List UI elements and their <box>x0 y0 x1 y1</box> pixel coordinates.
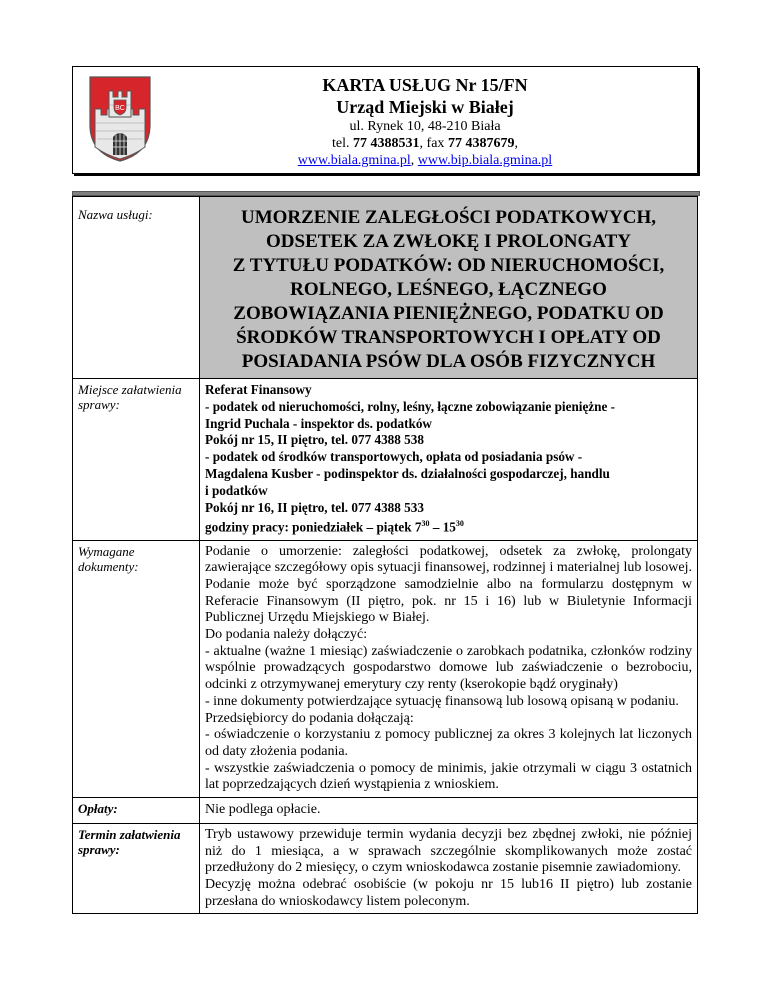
card-title: KARTA USŁUG Nr 15/FN <box>322 75 528 95</box>
svg-text:BC: BC <box>115 105 125 112</box>
header-box <box>72 66 698 174</box>
office-name: Urząd Miejski w Białej <box>336 97 514 117</box>
label-service-name: Nazwa usługi: <box>73 197 200 379</box>
website-link[interactable]: www.biala.gmina.pl <box>297 153 411 168</box>
label-documents: Wymagane dokumenty: <box>73 540 200 798</box>
service-table <box>72 196 698 914</box>
phone-number: 77 4388531 <box>353 136 420 151</box>
row-documents <box>73 540 698 798</box>
service-card <box>72 191 700 914</box>
office-contact: tel. 77 4388531, fax 77 4387679, <box>332 136 518 151</box>
row-place <box>73 379 698 541</box>
label-place: Miejsce załatwienia sprawy: <box>73 379 200 541</box>
place-details: Referat Finansowy - podatek od nieruchomości, rolny, leśny, łączne zobowiązanie pieniężne - Ingrid Puchala - inspektor ds. podatków Pokój nr 15, II piętro, tel. 077 4388 538 - podatek od środków transportowych, opłata od posiadania psów - Magdalena Kusber - podinspektor ds. działalności gospodarczej, handlu i podatków Pokój nr 16, II piętro, tel. 077 4388 533 godziny pracy: poniedziałek – piątek $7^{30} - 15^{30}$ <box>200 379 698 541</box>
label-fees: Opłaty: <box>73 798 200 824</box>
bip-link[interactable]: www.bip.biala.gmina.pl <box>417 153 553 168</box>
service-name: UMORZENIE ZALEGŁOŚCI PODATKOWYCH, ODSETEK ZA ZWŁOKĘ I PROLONGATY Z TYTUŁU PODATKÓW: OD NIERUCHOMOŚCI, ROLNEGO, LEŚNEGO, ŁĄCZNEGO ZOBOWIĄZANIA PIENIĘŻNEGO, PODATKU OD ŚRODKÓW TRANSPORTOWYCH I OPŁATY OD POSIADANIA PSÓW DLA OSÓB FIZYCZNYCH <box>200 197 698 379</box>
office-address: ul. Rynek 10, 48-210 Biała <box>349 119 501 134</box>
row-service-name <box>73 197 698 379</box>
row-deadline <box>73 823 698 914</box>
label-deadline: Termin załatwienia sprawy: <box>73 823 200 914</box>
deadline-details: Tryb ustawowy przewiduje termin wydania decyzji bez zbędnej zwłoki, nie później niż do 1 miesiąca, a w sprawach szczególnie skomplikowanych może zostać przedłużony do 2 miesięcy, o czym wnioskodawca zostanie pisemnie zawiadomiony. Decyzję można odebrać osobiście (w pokoju nr 15 lub16 II piętro) lub zostanie przesłana do wnioskodawcy listem poleconym. <box>200 823 698 914</box>
office-links: www.biala.gmina.pl, www.bip.biala.gmina.pl <box>297 153 553 168</box>
documents-details: Podanie o umorzenie: zaległości podatkowej, odsetek za zwłokę, prolongaty zawierające szczegółowy opis sytuacji finansowej, rodzinnej i materialnej lub losowej. Podanie może być sporządzone samodzielnie albo na formularzu dostępnym w Referacie Finansowym (II piętro, pok. nr 15 i 16) lub w Biuletynie Informacji Publicznej Urzędu Miejskiego w Białej. Do podania należy dołączyć: - aktualne (ważne 1 miesiąc) zaświadczenie o zarobkach podatnika, członków rodziny wspólnie prowadzących gospodarstwo domowe lub zaświadczenie o bezrobociu, odcinki z otrzymywanej emerytury czy renty (kserokopie bądź oryginały) - inne dokumenty potwierdzające sytuację finansową lub losową opisaną w podaniu. Przedsiębiorcy do podania dołączają: - oświadczenie o korzystaniu z pomocy publicznej za okres 3 kolejnych lat liczonych od daty złożenia podania. - wszystkie zaświadczenia o pomocy de minimis, jakie otrzymali w ciągu 3 ostatnich lat poprzedzających dzień wystąpienia z wnioskiem. <box>200 540 698 798</box>
row-fees <box>73 798 698 824</box>
office-hours: godziny pracy: poniedziałek – piątek $7^{30} - 15^{30}$ <box>205 519 464 535</box>
coat-of-arms-icon <box>87 75 153 163</box>
fees-value: Nie podlega opłacie. <box>200 798 698 824</box>
fax-number: 77 4387679 <box>447 136 515 151</box>
